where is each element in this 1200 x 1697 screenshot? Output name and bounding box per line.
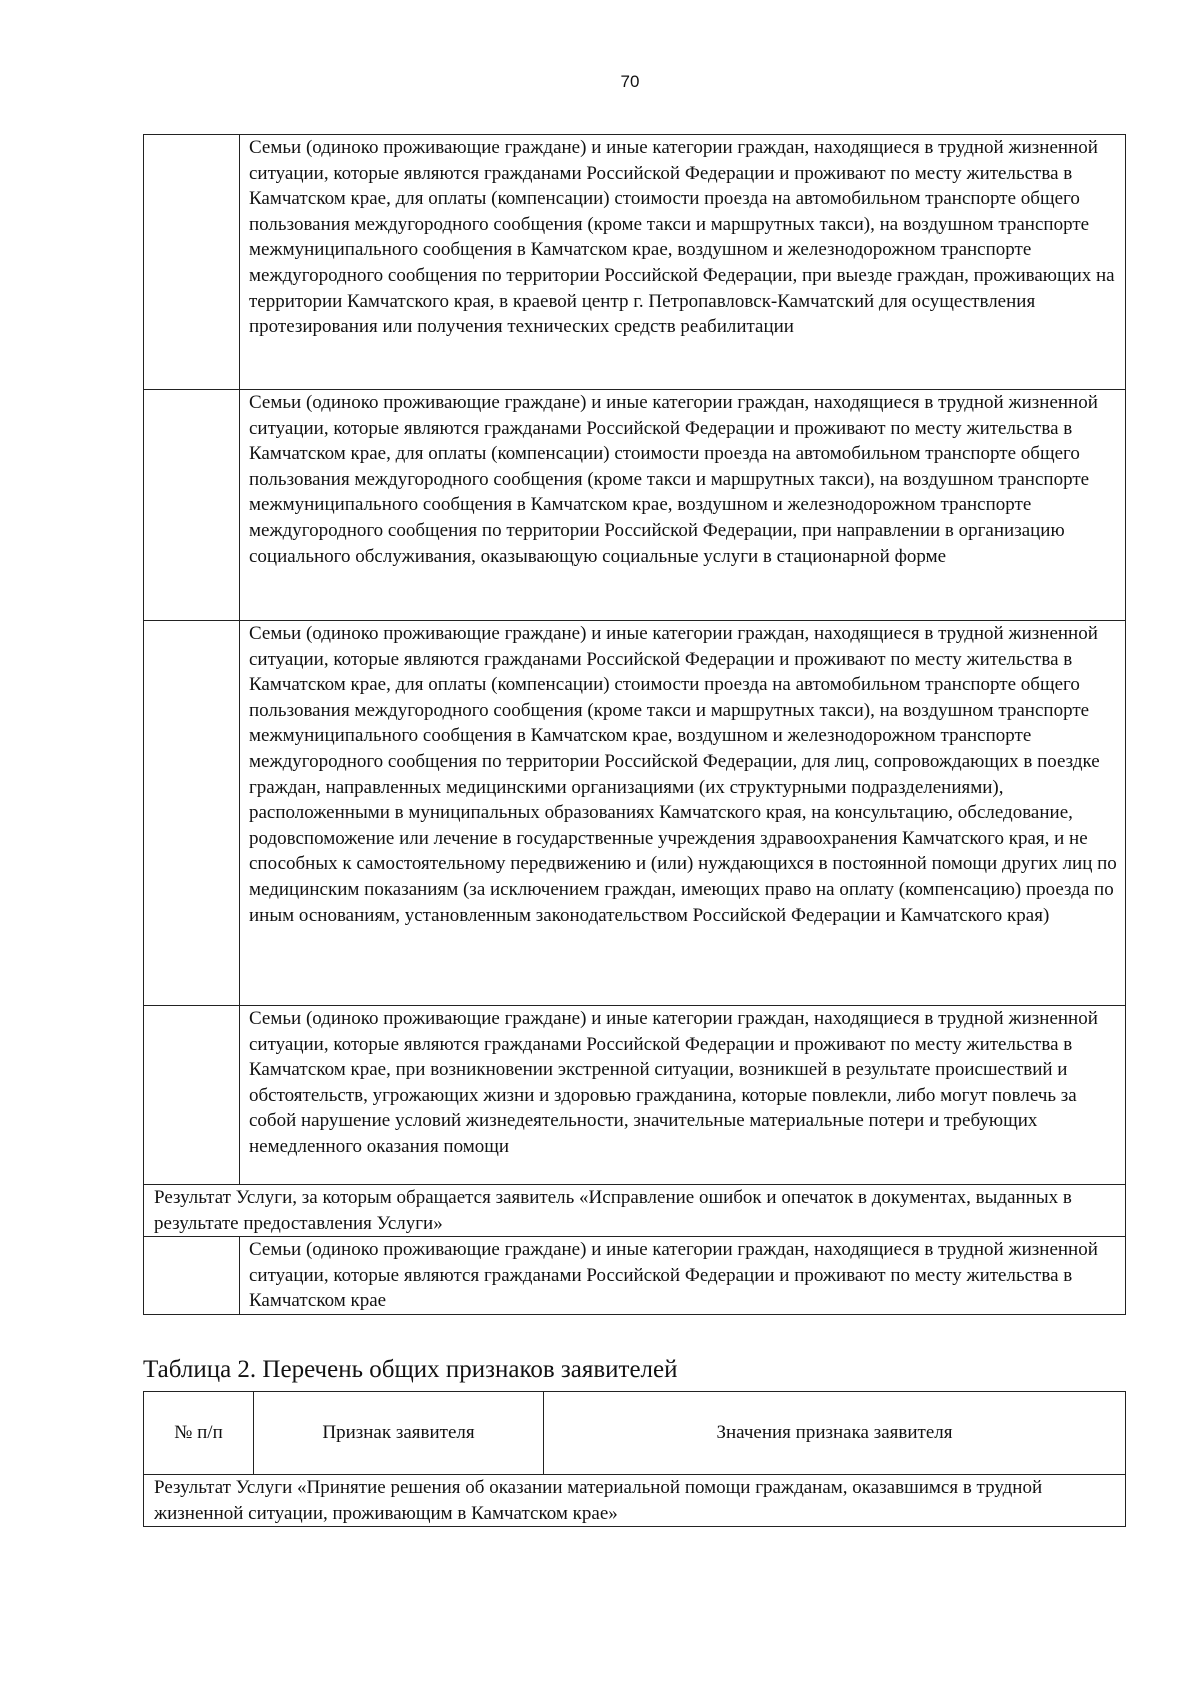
section-header-row [144, 1475, 1126, 1527]
column-header-number: № п/п [144, 1392, 254, 1475]
table-row [144, 135, 1126, 390]
row-number-cell [144, 1006, 240, 1185]
service-result-section: Результат Услуги «Принятие решения об оказании материальной помощи гражданам, оказавшимся в трудной жизненной ситуации, проживающим в Камчатском крае» [144, 1475, 1126, 1527]
page-number: 70 [620, 72, 640, 91]
row-number-cell [144, 621, 240, 1006]
category-description-cell: Семьи (одиноко проживающие граждане) и иные категории граждан, находящиеся в трудной жизненной ситуации, которые являются гражданами Российской Федерации и проживают по месту жительства в Камчатском крае [240, 1237, 1126, 1315]
table-row [144, 1237, 1126, 1315]
table-row [144, 1006, 1126, 1185]
service-result-section: Результат Услуги, за которым обращается заявитель «Исправление ошибок и опечаток в документах, выданных в результате предоставления Услуги» [144, 1185, 1126, 1237]
category-description-cell: Семьи (одиноко проживающие граждане) и иные категории граждан, находящиеся в трудной жизненной ситуации, которые являются гражданами Российской Федерации и проживают по месту жительства в Камчатском крае, при возникновении экстренной ситуации, возникшей в результате происшествий и обстоятельств, угрожающих жизни и здоровью гражданина, которые повлекли, либо могут повлечь за собой нарушение условий жизнедеятельности, значительные материальные потери и требующих немедленного оказания помощи [240, 1006, 1126, 1185]
applicant-attributes-table [143, 1391, 1126, 1527]
table2-title: Таблица 2. Перечень общих признаков заявителей [143, 1356, 678, 1383]
category-description-cell: Семьи (одиноко проживающие граждане) и иные категории граждан, находящиеся в трудной жизненной ситуации, которые являются гражданами Российской Федерации и проживают по месту жительства в Камчатском крае, для оплаты (компенсации) стоимости проезда на автомобильном транспорте общего пользования междугородного сообщения (кроме такси и маршрутных такси), на воздушном транспорте межмуниципального сообщения в Камчатском крае, воздушном и железнодорожном транспорте междугородного сообщения по территории Российской Федерации, для лиц, сопровождающих в поездке граждан, направленных медицинскими организациями (их структурными подразделениями), расположенными в муниципальных образованиях Камчатского края, на консультацию, обследование, родовспоможение или лечение в государственные учреждения здравоохранения Камчатского края, и не способных к самостоятельному передвижению и (или) нуждающихся в постоянной помощи других лиц по медицинским показаниям (за исключением граждан, имеющих право на оплату (компенсацию) проезда по иным основаниям, установленным законодательством Российской Федерации и Камчатского края) [240, 621, 1126, 1006]
category-description-cell: Семьи (одиноко проживающие граждане) и иные категории граждан, находящиеся в трудной жизненной ситуации, которые являются гражданами Российской Федерации и проживают по месту жительства в Камчатском крае, для оплаты (компенсации) стоимости проезда на автомобильном транспорте общего пользования междугородного сообщения (кроме такси и маршрутных такси), на воздушном транспорте межмуниципального сообщения в Камчатском крае, воздушном и железнодорожном транспорте междугородного сообщения по территории Российской Федерации, при направлении в организацию социального обслуживания, оказывающую социальные услуги в стационарной форме [240, 390, 1126, 621]
row-number-cell [144, 135, 240, 390]
section-header-row [144, 1185, 1126, 1237]
table-row [144, 621, 1126, 1006]
column-header-values: Значения признака заявителя [544, 1392, 1126, 1475]
applicant-categories-table [143, 134, 1126, 1315]
row-number-cell [144, 1237, 240, 1315]
table-row [144, 390, 1126, 621]
table-header-row [144, 1392, 1126, 1475]
column-header-attribute: Признак заявителя [254, 1392, 544, 1475]
row-number-cell [144, 390, 240, 621]
category-description-cell: Семьи (одиноко проживающие граждане) и иные категории граждан, находящиеся в трудной жизненной ситуации, которые являются гражданами Российской Федерации и проживают по месту жительства в Камчатском крае, для оплаты (компенсации) стоимости проезда на автомобильном транспорте общего пользования междугородного сообщения (кроме такси и маршрутных такси), на воздушном транспорте межмуниципального сообщения в Камчатском крае, воздушном и железнодорожном транспорте междугородного сообщения по территории Российской Федерации, при выезде граждан, проживающих на территории Камчатского края, в краевой центр г. Петропавловск-Камчатский для осуществления протезирования или получения технических средств реабилитации [240, 135, 1126, 390]
